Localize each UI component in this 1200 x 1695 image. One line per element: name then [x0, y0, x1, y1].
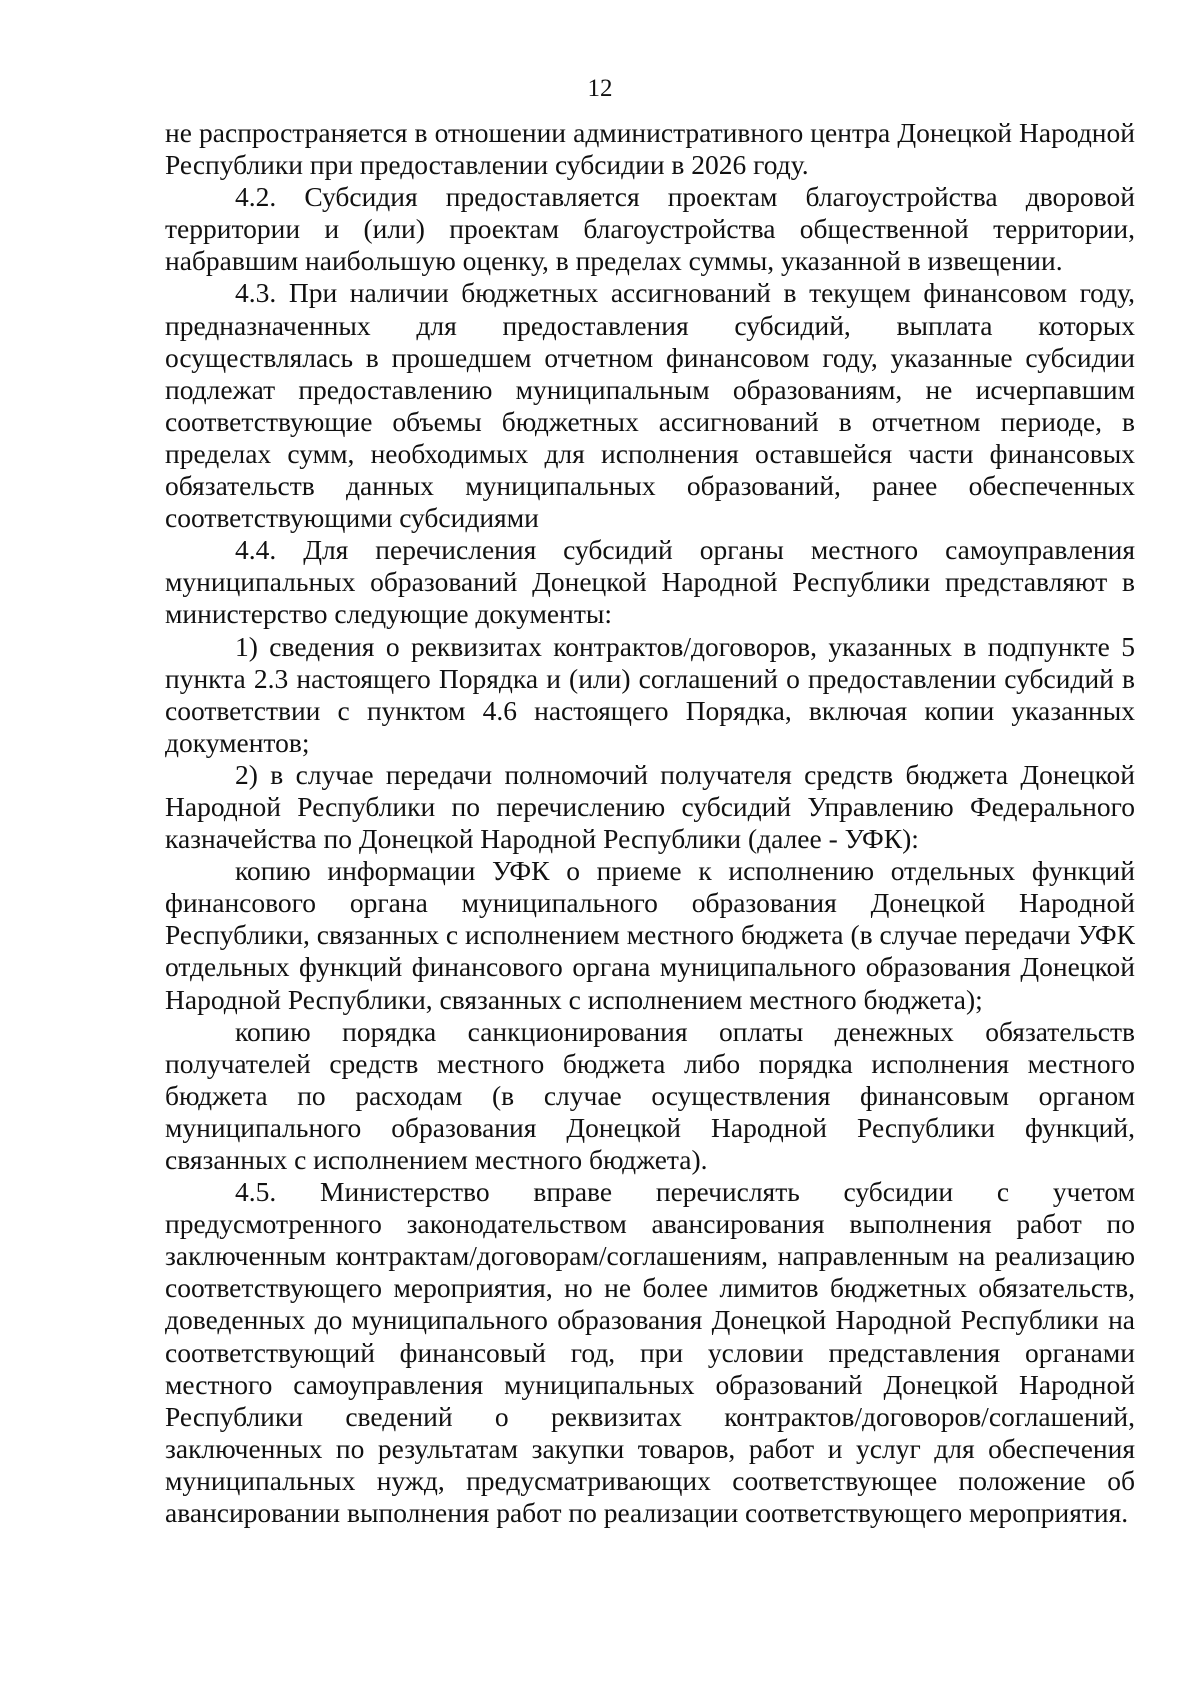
paragraph-4-4-item-1: 1) сведения о реквизитах контрактов/договоров, указанных в подпункте 5 пункта 2.3 настоящего Порядка и (или) соглашений о предоставлении субсидий в соответствии с пунктом 4.6 настоящего Порядка, включая копии указанных документов;	[165, 630, 1135, 758]
paragraph-4-5: 4.5. Министерство вправе перечислять субсидии с учетом предусмотренного законодательством авансирования выполнения работ по заключенным контрактам/договорам/соглашениям, направленным на реализацию соответствующего мероприятия, но не более лимитов бюджетных обязательств, доведенных до муниципального образования Донецкой Народной Республики на соответствующий финансовый год, при условии представления органами местного самоуправления муниципальных образований Донецкой Народной Республики сведений о реквизитах контрактов/договоров/соглашений, заключенных по результатам закупки товаров, работ и услуг для обеспечения муниципальных нужд, предусматривающих соответствующее положение об авансировании выполнения работ по реализации соответствующего мероприятия.	[165, 1176, 1135, 1529]
page-number: 12	[587, 75, 613, 102]
paragraph-4-2: 4.2. Субсидия предоставляется проектам благоустройства дворовой территории и (или) проектам благоустройства общественной территории, набравшим наибольшую оценку, в пределах суммы, указанной в извещении.	[165, 181, 1135, 277]
document-body	[165, 117, 1135, 1529]
paragraph-sanction-order-copy: копию порядка санкционирования оплаты денежных обязательств получателей средств местного бюджета либо порядка исполнения местного бюджета по расходам (в случае осуществления финансовым органом муниципального образования Донецкой Народной Республики функций, связанных с исполнением местного бюджета).	[165, 1015, 1135, 1175]
paragraph-4-3: 4.3. При наличии бюджетных ассигнований в текущем финансовом году, предназначенных для предоставления субсидий, выплата которых осуществлялась в прошедшем отчетном финансовом году, указанные субсидии подлежат предоставлению муниципальным образованиям, не исчерпавшим соответствующие объемы бюджетных ассигнований в отчетном периоде, в пределах сумм, необходимых для исполнения оставшейся части финансовых обязательств данных муниципальных образований, ранее обеспеченных соответствующими субсидиями	[165, 277, 1135, 534]
paragraph-ufk-info-copy: копию информации УФК о приеме к исполнению отдельных функций финансового органа муниципального образования Донецкой Народной Республики, связанных с исполнением местного бюджета (в случае передачи УФК отдельных функций финансового органа муниципального образования Донецкой Народной Республики, связанных с исполнением местного бюджета);	[165, 855, 1135, 1015]
paragraph-4-4-item-2: 2) в случае передачи полномочий получателя средств бюджета Донецкой Народной Республики по перечислению субсидий Управлению Федерального казначейства по Донецкой Народной Республики (далее - УФК):	[165, 758, 1135, 855]
paragraph-continuation: не распространяется в отношении административного центра Донецкой Народной Республики при предоставлении субсидии в 2026 году.	[165, 117, 1135, 181]
paragraph-4-4: 4.4. Для перечисления субсидий органы местного самоуправления муниципальных образований Донецкой Народной Республики представляют в министерство следующие документы:	[165, 534, 1135, 630]
